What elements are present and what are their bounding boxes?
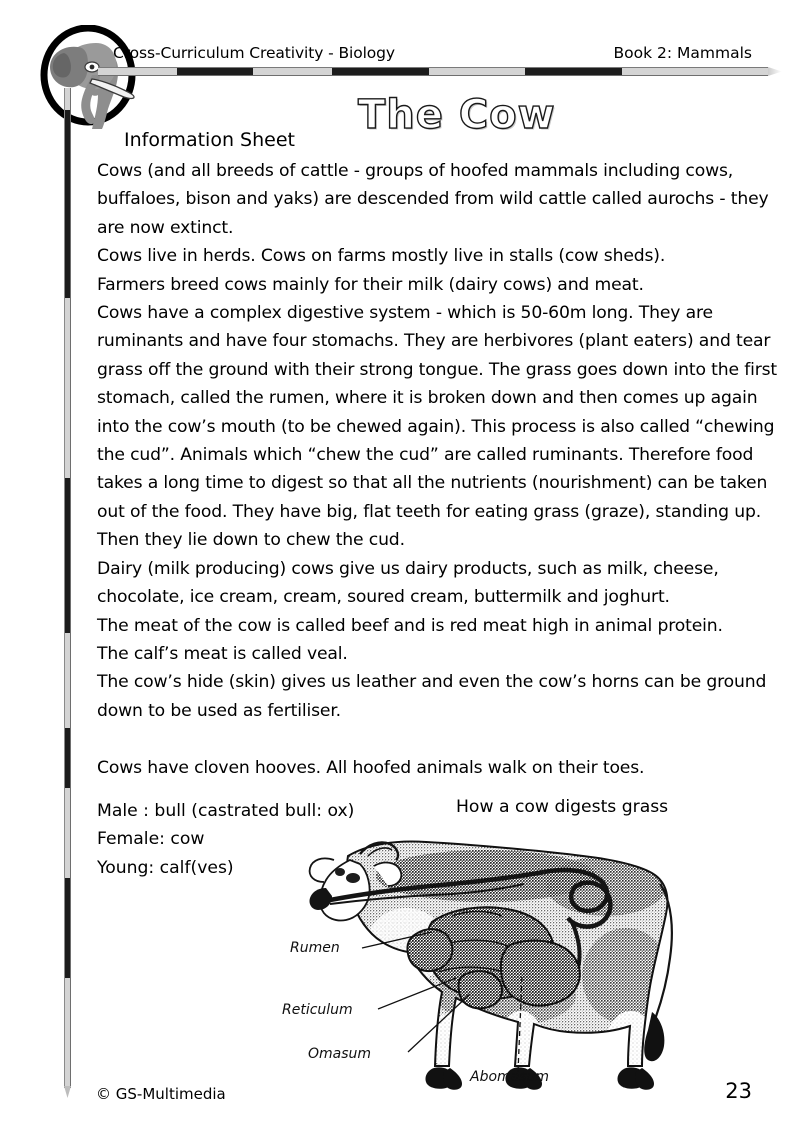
header-left-title: Cross-Curriculum Creativity - Biology [113, 44, 395, 62]
horizontal-ruler-divider [98, 67, 768, 76]
body-paragraph: Farmers breed cows mainly for their milk (dairy cows) and meat. [97, 274, 644, 295]
header-right-title: Book 2: Mammals [613, 44, 752, 62]
vertical-ruler-tip-icon [64, 1086, 71, 1098]
body-paragraph: Cows have cloven hooves. All hoofed animals walk on their toes. [97, 757, 645, 778]
body-paragraph: Dairy (milk producing) cows give us dairy products, such as milk, cheese, chocolate, ice cream, cream, soured cream, buttermilk and joghurt. [97, 558, 719, 608]
horizontal-ruler-tip-icon [768, 67, 782, 76]
footer-page-number: 23 [725, 1079, 752, 1103]
cow-digestive-system-illustration [256, 826, 696, 1108]
body-paragraph: The meat of the cow is called beef and is red meat high in animal protein. [97, 615, 723, 636]
anat-label-reticulum: Reticulum [282, 1002, 353, 1018]
elephant-in-circle-logo [38, 25, 144, 130]
body-paragraph: Cows (and all breeds of cattle - groups of hoofed mammals including cows, buffaloes, bison and yaks) are descended from wild cattle called aurochs - they are now extinct. [97, 161, 769, 238]
body-paragraph: Cows live in herds. Cows on farms mostly live in stalls (cow sheds). [97, 246, 666, 267]
body-paragraph: The cow’s hide (skin) gives us leather and even the cow’s horns can be ground down to be used as fertiliser. [97, 672, 767, 721]
body-paragraph: Cows have a complex digestive system - which is 50-60m long. They are ruminants and have four stomachs. They are herbivores (plant eaters) and tear grass off the ground with their strong tongue. The grass goes down into the first stomach, called the rumen, where it is broken down and then comes up again into the cow’s mouth (to be chewed again). This process is also called “chewing the cud”. Animals which “chew the cud” are called ruminants. Therefore food takes a long time to digest so that all the nutrients (nourishment) can be taken out of the food. They have big, flat teeth for eating grass (graze), standing up. Then they lie down to chew the cud. [97, 303, 778, 551]
body-paragraph: The calf’s meat is called veal. [97, 643, 348, 664]
term-female: Female: cow [97, 829, 205, 850]
page-title: The Cow [358, 92, 556, 138]
footer-copyright: © GS-Multimedia [96, 1085, 226, 1103]
section-label: Information Sheet [124, 129, 295, 151]
term-male: Male : bull (castrated bull: ox) [97, 801, 355, 821]
anat-label-omasum: Omasum [308, 1046, 372, 1062]
paragraph-spacer [97, 725, 781, 753]
vertical-ruler-divider [64, 88, 71, 1088]
anat-label-rumen: Rumen [290, 940, 340, 956]
anat-label-abomasum: Abomasum [470, 1069, 550, 1085]
body-text-block [97, 157, 781, 782]
term-young: Young: calf(ves) [97, 857, 234, 878]
figure-caption: How a cow digests grass [456, 797, 669, 817]
